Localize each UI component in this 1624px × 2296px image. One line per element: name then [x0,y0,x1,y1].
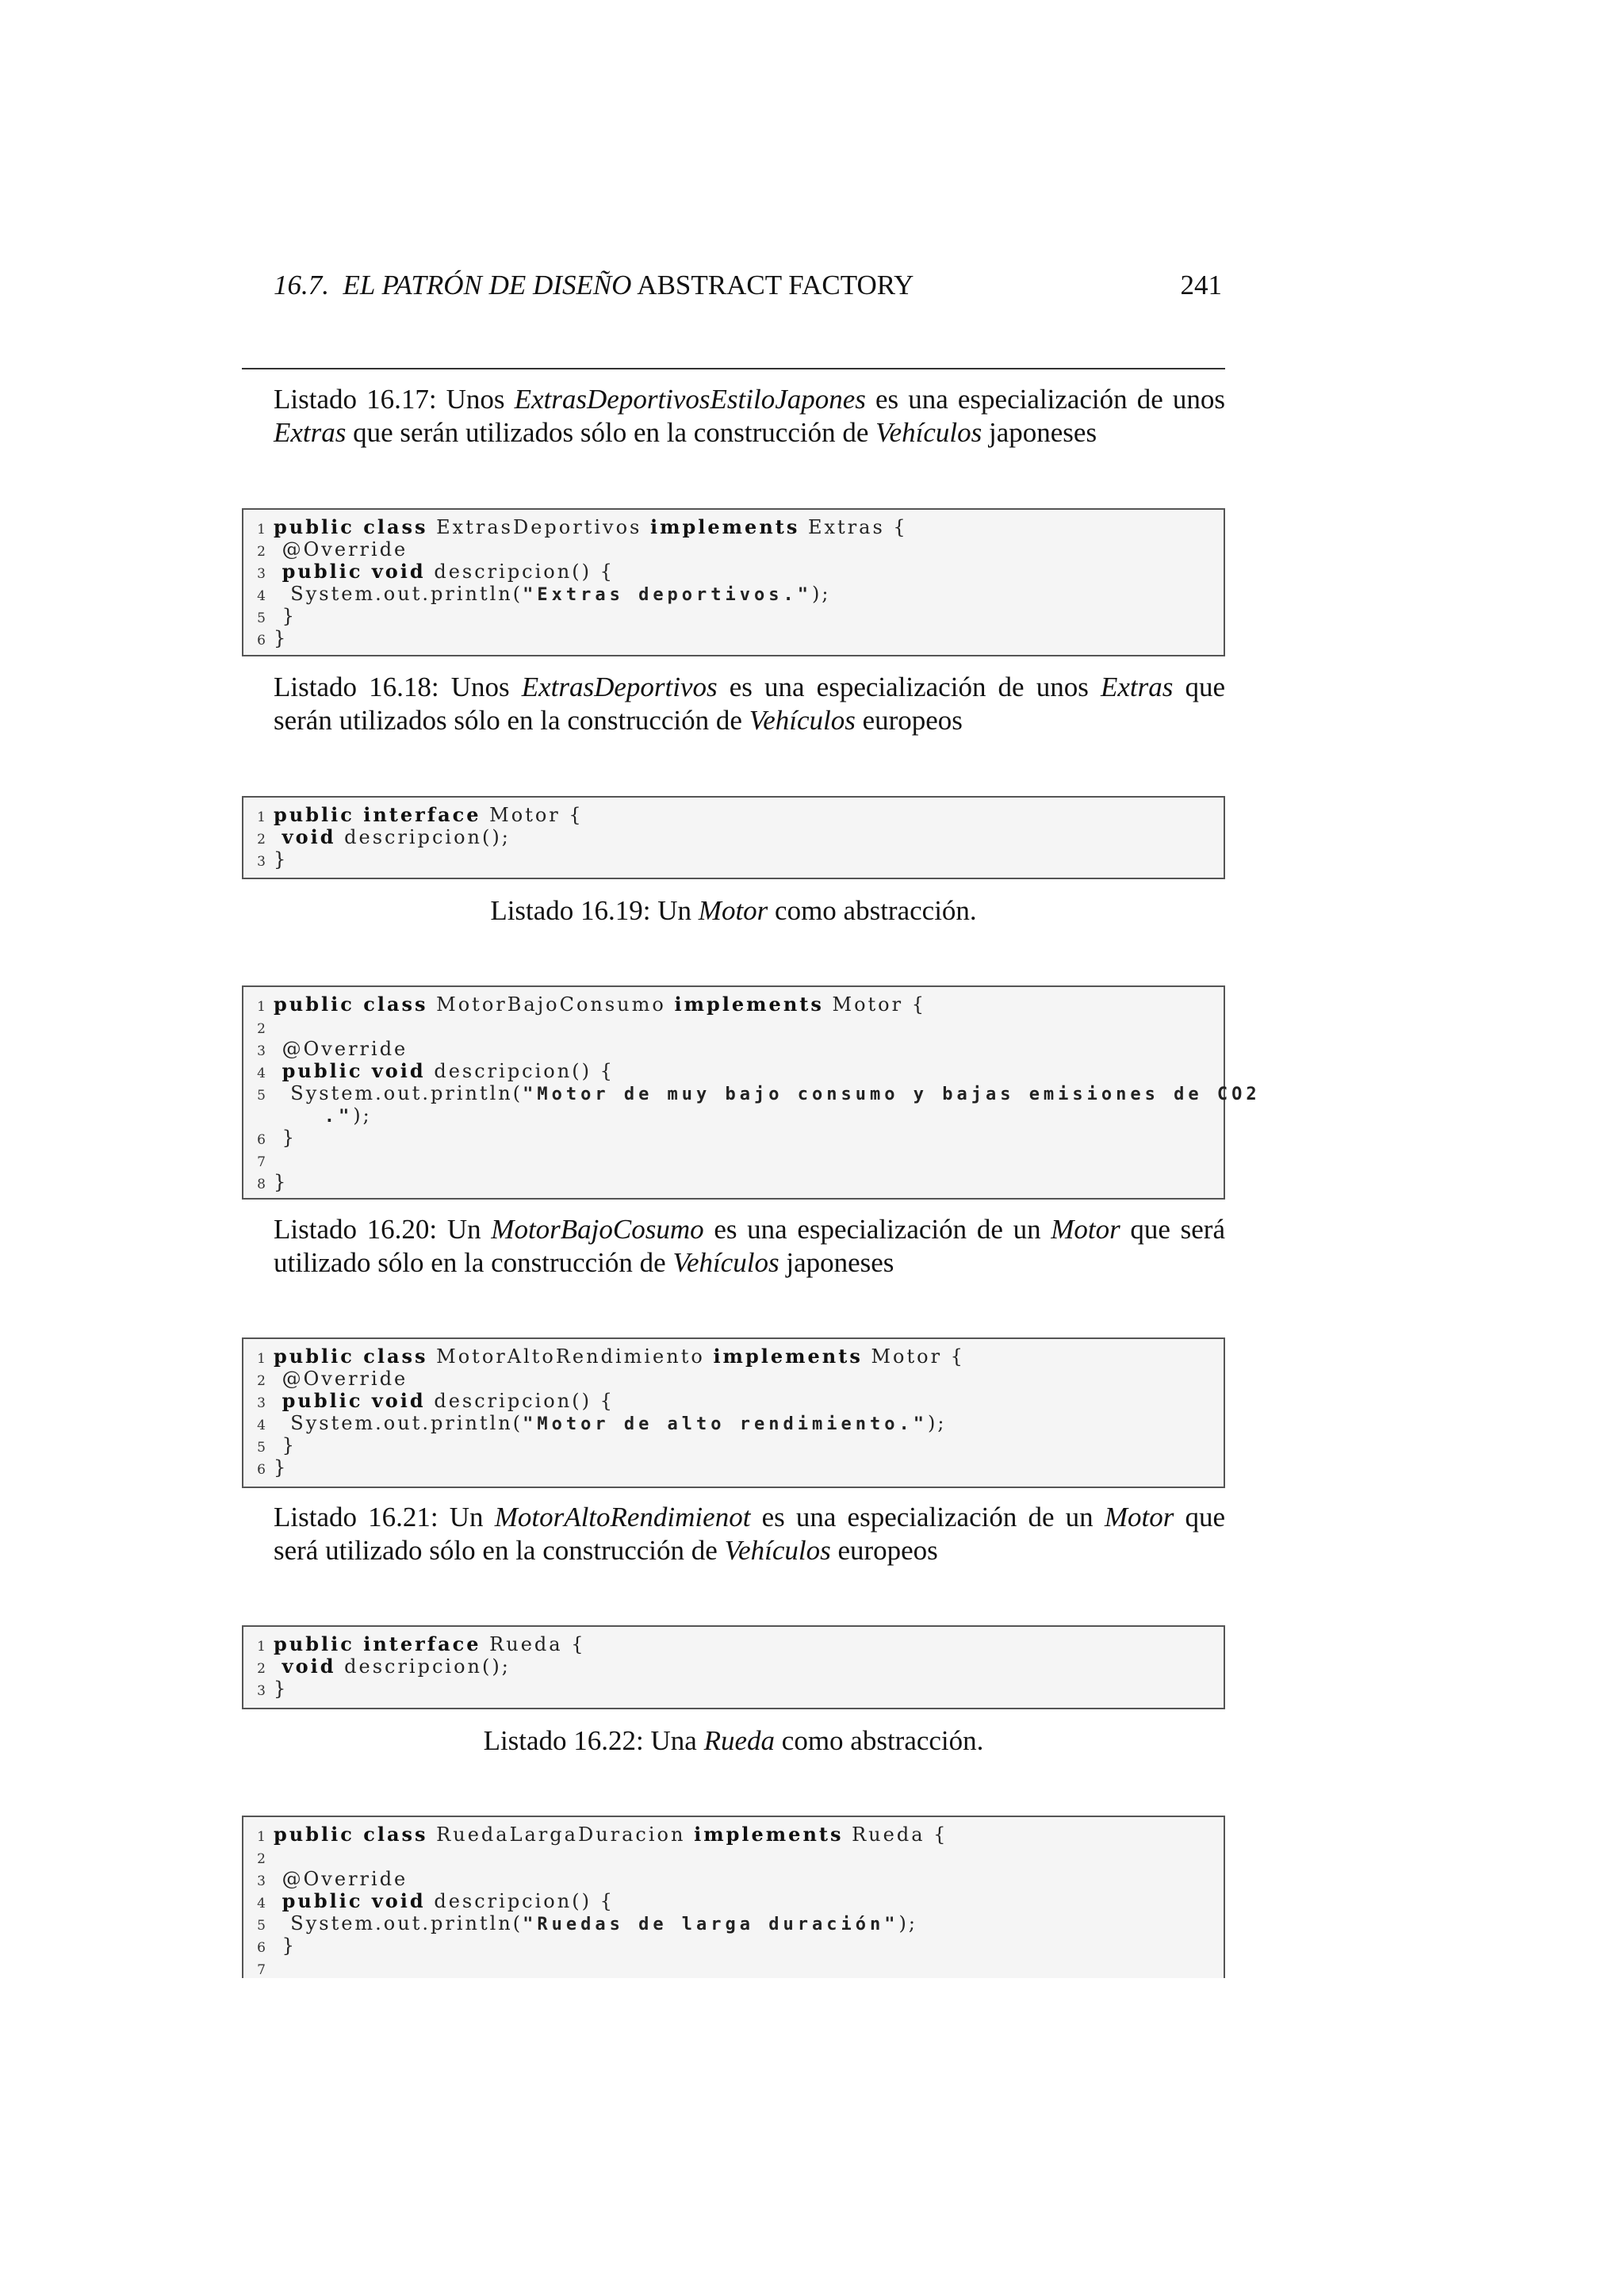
line-number: 4 [257,1896,266,1911]
line-number: 3 [257,1395,266,1411]
code-line [243,1016,1224,1038]
line-number: 1 [257,1351,266,1367]
caption-16-22 [242,1724,1225,1758]
code-line [243,1345,1224,1368]
line-number: 1 [257,999,266,1015]
code-line [243,1060,1224,1082]
caption-text: japoneses [982,417,1097,448]
caption-text: es una especialización de un [703,1214,1051,1245]
caption-text: europeos [830,1535,938,1566]
code-text: ); [927,1412,947,1434]
line-number: 2 [257,1021,266,1037]
code-text [274,1060,282,1082]
code-line [243,804,1224,826]
line-number: 5 [257,1440,266,1456]
caption-16-21 [274,1501,1225,1567]
caption-16-18 [274,671,1225,737]
line-number: 4 [257,1418,266,1433]
code-listing [242,796,1225,879]
code-keyword: void [282,1655,336,1678]
code-text: } [274,1434,297,1456]
code-keyword: implements [713,1345,863,1368]
code-string: "Ruedas de larga duración" [523,1915,899,1934]
code-text: Motor { [481,804,584,826]
code-text: descripcion() { [425,561,615,583]
caption-italic: Extras [274,417,347,448]
code-line [243,993,1224,1016]
code-keyword: public void [282,1389,426,1412]
caption-text: que serán utilizados sólo en la construcción de [274,672,1225,736]
line-number: 1 [257,809,266,825]
line-number: 2 [257,1851,266,1867]
code-line [243,583,1224,605]
line-number: 3 [257,1683,266,1699]
code-text [274,826,282,848]
code-keyword: public void [282,1059,426,1082]
code-text: } [274,627,289,649]
code-text: Rueda { [481,1633,586,1655]
line-number: 2 [257,544,266,560]
code-text [274,1390,282,1412]
header-rule [242,368,1225,369]
code-text: System.out.println( [274,1082,523,1104]
running-header [274,266,1222,305]
code-text: @Override [274,1368,408,1390]
code-text: ExtrasDeportivos [427,516,650,538]
caption-text: es una especialización de unos [717,672,1101,702]
code-line [243,1368,1224,1390]
code-line [243,1038,1224,1060]
code-line [243,1868,1224,1890]
caption-text: Listado 16.20: Un [274,1214,492,1245]
code-line [243,1412,1224,1434]
caption-italic: Rueda [703,1725,776,1756]
code-text: @Override [274,1868,408,1890]
caption-text: Listado 16.21: Un [274,1502,495,1533]
code-text: Motor { [862,1345,965,1368]
code-keyword: implements [674,993,824,1016]
line-number: 7 [257,1962,266,1978]
code-keyword: public class [274,1345,428,1368]
caption-text: como abstracción. [768,895,977,926]
caption-text: que será utilizado sólo en la construcción de [274,1214,1225,1278]
caption-italic: ExtrasDeportivosEstiloJapones [514,384,866,415]
caption-text: Listado 16.22: Una [483,1725,704,1756]
line-number: 1 [257,1639,266,1655]
section-title-rest: ABSTRACT FACTORY [637,270,914,300]
line-number: 2 [257,1373,266,1389]
caption-italic: Motor [1051,1214,1120,1245]
line-number: 6 [257,1940,266,1956]
code-text: MotorAltoRendimiento [427,1345,714,1368]
line-number: 2 [257,832,266,848]
code-string: "Extras deportivos." [523,585,813,605]
code-text: @Override [274,538,408,561]
code-text: descripcion() { [425,1890,615,1912]
line-number: 4 [257,1066,266,1081]
code-text: ); [353,1104,372,1127]
code-text: descripcion(); [335,826,511,848]
caption-italic: Motor [1104,1502,1174,1533]
code-line [243,1678,1224,1700]
code-keyword: implements [649,515,800,538]
code-text: ); [812,583,831,605]
code-text: } [274,1171,289,1193]
code-text: System.out.println( [274,1412,523,1434]
line-number: 3 [257,854,266,870]
line-number: 5 [257,1918,266,1934]
code-text: descripcion(); [335,1655,511,1678]
line-number: 3 [257,566,266,582]
line-number: 2 [257,1661,266,1677]
code-text: ); [898,1912,917,1934]
code-text: } [274,1456,289,1479]
code-text: MotorBajoConsumo [427,993,675,1016]
caption-italic: Vehículos [749,705,856,736]
line-number: 6 [257,1462,266,1478]
code-text [274,1890,282,1912]
code-line [243,826,1224,848]
caption-italic: ExtrasDeportivos [521,672,718,702]
code-text [274,1655,282,1678]
line-number: 4 [257,588,266,604]
code-line [243,1149,1224,1171]
caption-16-17 [274,383,1225,450]
code-line [243,561,1224,583]
code-line [243,1655,1224,1678]
section-number: 16.7. [274,270,329,300]
code-text: Motor { [823,993,926,1016]
caption-text: Listado 16.17: Unos [274,384,515,415]
code-line [243,1127,1224,1149]
caption-italic: MotorAltoRendimienot [494,1502,751,1533]
line-number: 3 [257,1873,266,1889]
line-number: 5 [257,610,266,626]
code-text: } [274,848,289,871]
code-listing [242,508,1225,656]
line-number: 8 [257,1177,266,1192]
caption-text: Listado 16.19: Un [490,895,699,926]
caption-text: que será utilizado sólo en la construcción de [274,1502,1225,1566]
caption-italic: Motor [698,895,768,926]
line-number: 5 [257,1088,266,1104]
code-keyword: public interface [274,803,481,826]
caption-text: es una especialización de unos [865,384,1225,415]
code-text: @Override [274,1038,408,1060]
code-line [243,1934,1224,1957]
caption-text: como abstracción. [775,1725,984,1756]
code-text: } [274,1678,289,1700]
code-line [243,1633,1224,1655]
line-number: 6 [257,1132,266,1148]
code-string: "Motor de alto rendimiento." [523,1414,928,1434]
code-line [243,1082,1261,1104]
code-keyword: public class [274,515,428,538]
code-line [243,1823,1224,1846]
caption-italic: Vehículos [724,1535,831,1566]
code-text: } [274,1127,297,1149]
code-string: ." [324,1107,354,1127]
caption-text: Listado 16.18: Unos [274,672,522,702]
code-line [243,516,1224,538]
code-text: descripcion() { [425,1390,615,1412]
caption-italic: Extras [1100,672,1174,702]
code-text: System.out.println( [274,1912,523,1934]
code-line [243,605,1224,627]
code-keyword: void [282,825,336,848]
caption-text: que serán utilizados sólo en la construcción de [346,417,876,448]
code-string: "Motor de muy bajo consumo y bajas emisiones de CO2 [523,1085,1261,1104]
code-keyword: public class [274,993,428,1016]
code-line [243,848,1224,871]
code-line [243,1846,1224,1868]
code-line [243,1456,1224,1479]
line-number: 6 [257,633,266,649]
code-text: } [274,605,297,627]
code-text [274,561,282,583]
caption-italic: Vehículos [672,1247,779,1278]
line-number: 1 [257,1829,266,1845]
line-number: 1 [257,522,266,538]
code-line [243,1390,1224,1412]
line-number: 7 [257,1154,266,1170]
code-text: System.out.println( [274,583,523,605]
page-number: 241 [1180,270,1222,300]
code-keyword: public interface [274,1632,481,1655]
code-listing [242,985,1261,1200]
code-text: RuedaLargaDuracion [427,1823,695,1846]
code-keyword: public void [282,560,426,583]
code-keyword: implements [694,1823,844,1846]
code-text: } [274,1934,297,1957]
code-listing [242,1625,1225,1709]
code-line [243,1434,1224,1456]
code-line [243,538,1224,561]
section-title-italic: EL PATRÓN DE DISEÑO [343,270,632,300]
caption-text: europeos [855,705,963,736]
code-listing [242,1337,1225,1488]
code-line [243,1171,1224,1193]
code-text [274,1104,324,1127]
code-text: Extras { [799,516,908,538]
code-line [243,1104,1224,1127]
caption-16-19 [242,894,1225,928]
caption-italic: Vehículos [875,417,982,448]
code-listing [242,1816,1225,1978]
code-text: Rueda { [843,1823,948,1846]
code-keyword: public class [274,1823,428,1846]
code-text: descripcion() { [425,1060,615,1082]
code-line [243,1890,1224,1912]
caption-text: es una especialización de un [750,1502,1105,1533]
caption-text: japoneses [779,1247,894,1278]
line-number: 3 [257,1043,266,1059]
caption-16-20 [274,1213,1225,1280]
code-line [243,1912,1224,1934]
code-line [243,627,1224,649]
code-keyword: public void [282,1889,426,1912]
section-title [274,266,914,305]
caption-italic: MotorBajoCosumo [491,1214,704,1245]
code-line [243,1957,1224,1979]
